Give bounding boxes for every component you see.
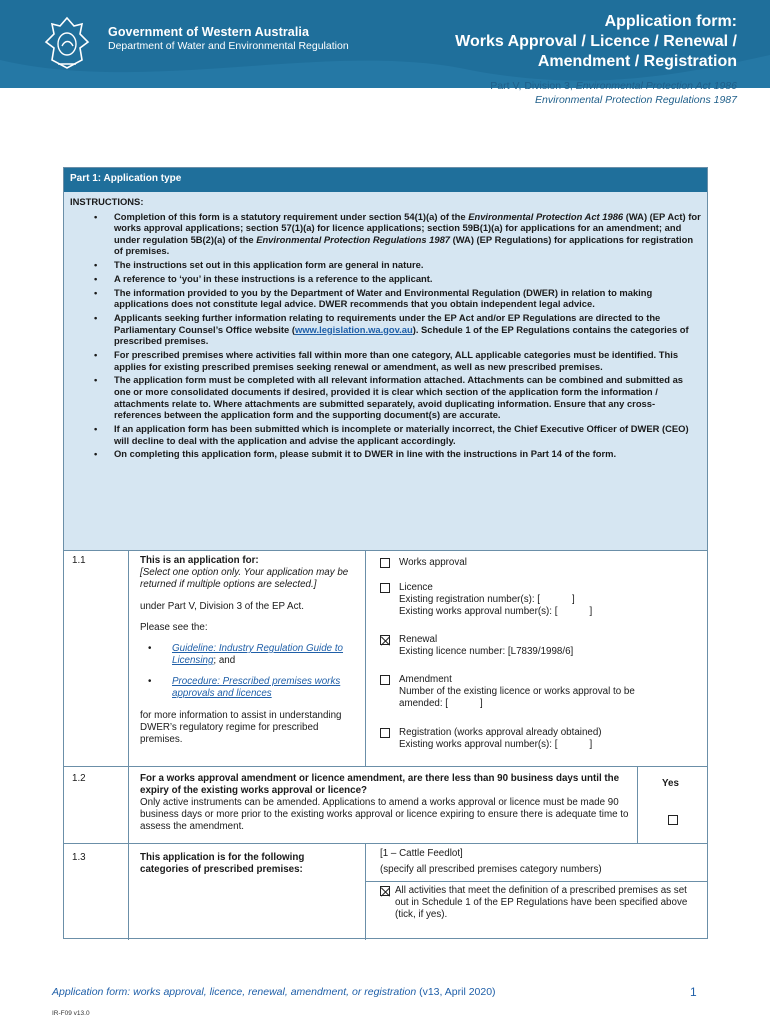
guide-bullet — [140, 643, 360, 667]
subtitle-regulations: Environmental Protection Regulations 1987 — [535, 93, 737, 106]
bullet-icon: • — [94, 312, 98, 324]
q1-2-yes-checkbox[interactable] — [668, 815, 678, 825]
q1-3-categories — [380, 848, 700, 876]
guide-suffix: ; and — [213, 655, 236, 666]
yes-label: Yes — [662, 778, 679, 789]
guideline-link[interactable]: Guideline: Industry Regulation Guide to Licensing — [172, 643, 344, 666]
field-label: Number of the existing licence or works approval to be — [399, 686, 635, 697]
col-divider — [128, 550, 129, 940]
licence-checkbox[interactable] — [380, 583, 390, 593]
row-divider — [64, 766, 707, 767]
row-divider — [365, 881, 707, 882]
row-divider — [64, 843, 707, 844]
bullet-icon: • — [148, 676, 152, 687]
instruction-item — [70, 312, 701, 347]
department-name: Department of Water and Environmental Regulation — [108, 40, 349, 52]
government-title: Government of Western Australia — [108, 25, 310, 39]
registration-works-approval-line — [380, 739, 700, 751]
instruction-item — [70, 211, 701, 257]
field-bracket: ] — [480, 698, 483, 709]
form-title-line: Works Approval / Licence / Renewal / — [455, 33, 737, 50]
instruction-text: If an application form has been submitted which is incomplete or materially incorrect, the Chief Executive Officer of DWER (CEO) will decline to deal with the application and advise the applicant accordingly. — [114, 423, 689, 446]
legislation-link[interactable]: www.legislation.wa.gov.au — [294, 323, 413, 335]
licence-works-approval-line — [380, 606, 700, 618]
option-registration[interactable] — [380, 727, 700, 751]
footer-version: (v13, April 2020) — [416, 986, 496, 998]
all-activities-text: All activities that meet the definition of a prescribed premises as set out in Schedule 1 of the EP Regulations have been specified above (tick, if yes). — [395, 885, 688, 920]
q1-1-number: 1.1 — [72, 555, 86, 566]
field-label: Existing registration number(s): [ — [399, 594, 541, 605]
bullet-icon: • — [94, 286, 98, 298]
q1-3-number: 1.3 — [72, 852, 86, 863]
q1-3-question: This application is for the following categories of prescribed premises: — [140, 852, 305, 875]
form-title-line: Amendment / Registration — [537, 53, 737, 70]
subtitle-prefix: Part V, Division 3, — [490, 80, 576, 92]
categories-field[interactable]: [1 – Cattle Feedlot] — [380, 848, 463, 859]
field-bracket: ] — [589, 606, 593, 617]
option-label: Licence — [399, 582, 433, 593]
bullet-icon: • — [148, 643, 152, 654]
instruction-text: ). Schedule 1 of the EP Regulations contains the categories of prescribed premises. — [114, 323, 689, 347]
instruction-item — [70, 349, 701, 372]
instruction-item — [70, 287, 701, 310]
option-amendment[interactable] — [380, 674, 700, 710]
col-divider — [365, 843, 366, 940]
bullet-icon: • — [94, 423, 98, 434]
form-code: IR-F09 v13.0 — [52, 1010, 90, 1017]
option-label: Amendment — [399, 674, 452, 685]
instruction-text: A reference to ‘you’ in these instructions is a reference to the applicant. — [114, 272, 433, 284]
form-title — [455, 12, 737, 72]
field-label: Existing works approval number(s): [ — [399, 739, 558, 750]
instruction-text: For prescribed premises where activities fall within more than one category, ALL applicable categories must be identified. This applies for existing prescribed premises seeking renewal or amendment, as well as new prescribed premises. — [114, 349, 679, 372]
bullet-icon: • — [94, 374, 98, 386]
row-divider — [64, 550, 707, 551]
part1-header: Part 1: Application type — [64, 168, 707, 192]
instruction-item — [70, 259, 701, 271]
option-licence[interactable] — [380, 582, 700, 618]
instruction-item — [70, 448, 701, 460]
q1-2-question: For a works approval amendment or licence amendment, are there less than 90 business days until the expiry of the existing works approval or licence? — [140, 773, 620, 796]
bullet-icon: • — [94, 349, 98, 361]
q1-1-note: [Select one option only. Your application may be returned if multiple options are selected.] — [140, 567, 349, 590]
footer-form-name: Application form: works approval, licence, renewal, amendment, or registration — [52, 986, 417, 998]
instruction-text: The information provided to you by the Department of Water and Environmental Regulation (DWER) in relation to making applications does not constitute legal advice. DWER recommends that you obtain independent legal advice. — [114, 286, 653, 310]
renewal-checkbox[interactable] — [380, 635, 390, 645]
field-label: amended: [ — [399, 698, 449, 709]
q1-1-under: under Part V, Division 3 of the EP Act. — [140, 601, 304, 612]
q1-1-title: This is an application for: — [140, 555, 259, 566]
instruction-text: The application form must be completed with all relevant information attached. Attachments can be combined and submitted as one or more consolidated documents if desired, provided it is clear which section of the application form the information / attachments relate to. Where attachments are submitted separately, avoid duplicating information. Ensure that any cross-references between the application form and the supporting document(s) are accurate. — [114, 374, 684, 421]
option-works-approval[interactable] — [380, 557, 700, 569]
option-label: Works approval — [399, 557, 467, 568]
registration-checkbox[interactable] — [380, 728, 390, 738]
bullet-icon: • — [94, 448, 98, 460]
instruction-em: Environmental Protection Act 1986 — [468, 210, 624, 222]
bullet-icon: • — [94, 272, 98, 284]
option-label: Renewal — [399, 634, 438, 645]
procedure-link[interactable]: Procedure: Prescribed premises works approvals and licences — [172, 676, 341, 699]
instruction-item — [70, 273, 701, 285]
col-divider — [365, 550, 366, 766]
instruction-text: Applicants seeking further information relating to requirements under the EP Act and/or EP Regulations are directed to the Parliamentary Counsel’s Office website ( — [114, 312, 661, 335]
form-subtitle — [490, 80, 737, 107]
categories-hint: (specify all prescribed premises category numbers) — [380, 864, 602, 875]
page-header — [0, 0, 770, 88]
option-label: Registration (works approval already obtained) — [399, 727, 602, 738]
bullet-icon: • — [94, 210, 98, 222]
q1-1-left — [140, 555, 360, 746]
amendment-checkbox[interactable] — [380, 675, 390, 685]
part1-table — [63, 167, 708, 939]
field-bracket: ] — [589, 739, 593, 750]
form-title-line: Application form: — [604, 13, 737, 30]
all-activities-checkbox[interactable] — [380, 886, 390, 896]
instructions-list — [70, 211, 701, 460]
q1-1-please-see: Please see the: — [140, 622, 208, 633]
instructions-title: INSTRUCTIONS: — [70, 196, 144, 207]
q1-3-all-activities[interactable] — [380, 885, 700, 921]
wa-crest-icon — [40, 14, 94, 72]
renewal-licence-number[interactable]: Existing licence number: [L7839/1998/6] — [399, 646, 574, 657]
subtitle-act: Environmental Protection Act 1986 — [575, 80, 737, 92]
q1-2-text — [140, 773, 632, 833]
procedure-bullet — [140, 676, 360, 700]
q1-1-more-info: for more information to assist in understanding DWER’s regulatory regime for prescribed premises. — [140, 710, 342, 745]
instruction-em: Environmental Protection Regulations 1987 — [256, 233, 450, 245]
instruction-item — [70, 374, 701, 420]
instruction-text: Completion of this form is a statutory requirement under section 54(1)(a) of the — [114, 210, 469, 222]
col-divider — [637, 766, 638, 843]
instruction-text: The instructions set out in this application form are general in nature. — [114, 259, 424, 271]
instructions-panel — [64, 192, 707, 550]
q1-2-number: 1.2 — [72, 773, 86, 784]
bullet-icon: • — [94, 259, 98, 271]
licence-registration-line — [380, 594, 700, 606]
amendment-number-line — [380, 698, 700, 710]
field-bracket: ] — [572, 594, 575, 605]
instruction-text: (WA) (EP Act) for works approval applications; section 57(1)(a) for licence applications; section 59B(1)(a) for applications for an amendment; and under regulation 5B(2)(a) of the — [114, 210, 701, 245]
q1-2-detail: Only active instruments can be amended. Applications to amend a works approval or licence must be made 90 business days or more prior to the existing works approval or licence expiring to ensure there is adequate time to assess the amendment. — [140, 797, 629, 832]
instruction-text: (WA) (EP Regulations) for applications for registration of premises. — [114, 233, 694, 257]
instruction-text: On completing this application form, please submit it to DWER in line with the instructions in Part 14 of the form. — [114, 448, 617, 460]
option-renewal[interactable] — [380, 634, 700, 658]
works-approval-checkbox[interactable] — [380, 558, 390, 568]
footer-title — [52, 986, 496, 998]
page-number: 1 — [690, 985, 697, 999]
field-label: Existing works approval number(s): [ — [399, 606, 558, 617]
instruction-item — [70, 423, 701, 446]
